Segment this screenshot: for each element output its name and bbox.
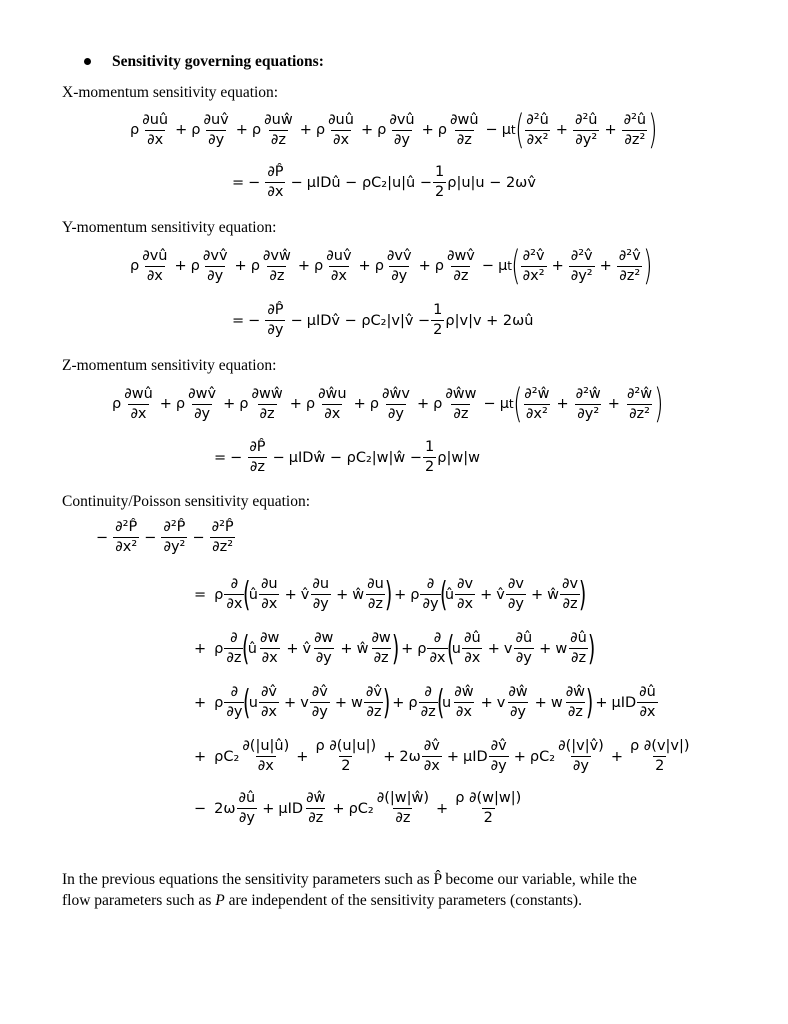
continuity-rhs-line1: = ρ $\frac{\partial}{\partial x}$ ( û $\frac{\partial u}{\partial x}$ + v̂ $\frac{\partial u}{\partial y}$ + ŵ $\frac{\partial u}{\partial z}$ ) + ρ $\frac{\partial}{\partial y}$ ( û $\frac{\partial v}{\partial x}$ + v̂ $\frac{\partial v}{\partial y}$ + ŵ $\frac{\partial v}{\partial z}$ ) (194, 574, 587, 615)
z-momentum-equation-line2: = − $\frac{\partial P̂}{\partial z}$ − μIDŵ − ρC₂|w|ŵ − $\frac{1}{2}$ ρ|w|w (214, 439, 480, 475)
z-momentum-equation-line1: ρ $\frac{\partial wû}{\partial x}$ + ρ $\frac{\partial wv̂}{\partial y}$ + ρ $\frac{\partial wŵ}{\partial z}$ + ρ $\frac{\partial ŵu}{\partial x}$ + ρ $\frac{\partial ŵv}{\partial y}$ + ρ $\frac{\partial ŵw}{\partial z}$ − μ t ( $\frac{\text{∂²ŵ}}{\text{∂x²}}$ + $\frac{\text{∂²ŵ}}{\text{∂y²}}$ + $\frac{\text{∂²ŵ}}{\text{∂z²}}$ ) (112, 381, 664, 427)
y-momentum-equation-line1: ρ $\frac{\partial vû}{\partial x}$ + ρ $\frac{\partial vv̂}{\partial y}$ + ρ $\frac{\partial vŵ}{\partial z}$ + ρ $\frac{\partial uv̂}{\partial x}$ + ρ $\frac{\partial vv̂}{\partial y}$ + ρ $\frac{\partial wv̂}{\partial z}$ − μ t ( $\frac{\text{∂²v̂}}{\text{∂x²}}$ + $\frac{\text{∂²v̂}}{\text{∂y²}}$ + $\frac{\text{∂²v̂}}{\text{∂z²}}$ ) (130, 243, 653, 289)
z-momentum-title: Z-momentum sensitivity equation: (62, 357, 277, 374)
y-momentum-equation-line2: = − $\frac{\partial P̂}{\partial y}$ − μIDv̂ − ρC₂|v|v̂ − $\frac{1}{2}$ ρ|v|v + 2ωû (232, 302, 534, 338)
continuity-rhs-line2: + ρ $\frac{\partial}{\partial z}$ ( û $\frac{\partial w}{\partial x}$ + v̂ $\frac{\partial w}{\partial y}$ + ŵ $\frac{\partial w}{\partial z}$ ) + ρ $\frac{\partial}{\partial x}$ ( u $\frac{\partial û}{\partial x}$ + v $\frac{\partial û}{\partial y}$ + w $\frac{\partial û}{\partial z}$ ) (194, 628, 596, 669)
x-momentum-equation-line1: ρ $\frac{\partial uû}{\partial x}$ + ρ $\frac{\partial uv̂}{\partial y}$ + ρ $\frac{\partial uŵ}{\partial z}$ + ρ $\frac{\partial uû}{\partial x}$ + ρ $\frac{\partial vû}{\partial y}$ + ρ $\frac{\partial wû}{\partial z}$ − μ t ( $\frac{\text{∂²û}}{\text{∂x²}}$ + $\frac{\text{∂²û}}{\text{∂y²}}$ + $\frac{\text{∂²û}}{\text{∂z²}}$ ) (130, 107, 658, 153)
continuity-rhs-line5: − 2ω $\frac{\partial û}{\partial y}$ + μID $\frac{\partial ŵ}{\partial z}$ + ρC₂ $\frac{\partial(|w|ŵ)}{\partial z}$ + $\frac{\rho \partial(w|w|)}{2}$ (194, 790, 522, 826)
footer-variable-p: P (215, 892, 225, 909)
y-momentum-title: Y-momentum sensitivity equation: (62, 219, 277, 236)
x-momentum-equation-line2: = − $\frac{\partial P̂}{\partial x}$ − μIDû − ρC₂|u|û − $\frac{1}{2}$ ρ|u|u − 2ωv̂ (232, 164, 536, 200)
continuity-title: Continuity/Poisson sensitivity equation: (62, 493, 311, 510)
footer-line-2: flow parameters such as P are independent of the sensitivity parameters (constants). (62, 892, 582, 909)
bullet-point (84, 58, 91, 65)
continuity-lhs: − $\frac{\text{∂²P̂}}{\text{∂x²}}$ − $\frac{\text{∂²P̂}}{\text{∂y²}}$ − $\frac{\text{∂²P̂}}{\text{∂z²}}$ (96, 519, 234, 555)
continuity-rhs-line4: + ρC₂ $\frac{\partial(|u|û)}{\partial x}$ + $\frac{\rho \partial(u|u|)}{2}$ + 2ω $\frac{\partial v̂}{\partial x}$ + μID $\frac{\partial v̂}{\partial y}$ + ρC₂ $\frac{\partial(|v|v̂)}{\partial y}$ + $\frac{\rho \partial(v|v|)}{2}$ (194, 738, 690, 774)
continuity-rhs-line3: + ρ $\frac{\partial}{\partial y}$ ( u $\frac{\partial v̂}{\partial x}$ + v $\frac{\partial v̂}{\partial y}$ + w $\frac{\partial v̂}{\partial z}$ ) + ρ $\frac{\partial}{\partial z}$ ( u $\frac{\partial ŵ}{\partial x}$ + v $\frac{\partial ŵ}{\partial y}$ + w $\frac{\partial ŵ}{\partial z}$ ) + μID $\frac{\partial û}{\partial x}$ (194, 682, 656, 723)
x-momentum-title: X-momentum sensitivity equation: (62, 84, 279, 101)
footer-line-1: In the previous equations the sensitivity parameters such as P̂ become our variable, while the (62, 871, 637, 888)
section-heading: Sensitivity governing equations: (112, 53, 324, 70)
